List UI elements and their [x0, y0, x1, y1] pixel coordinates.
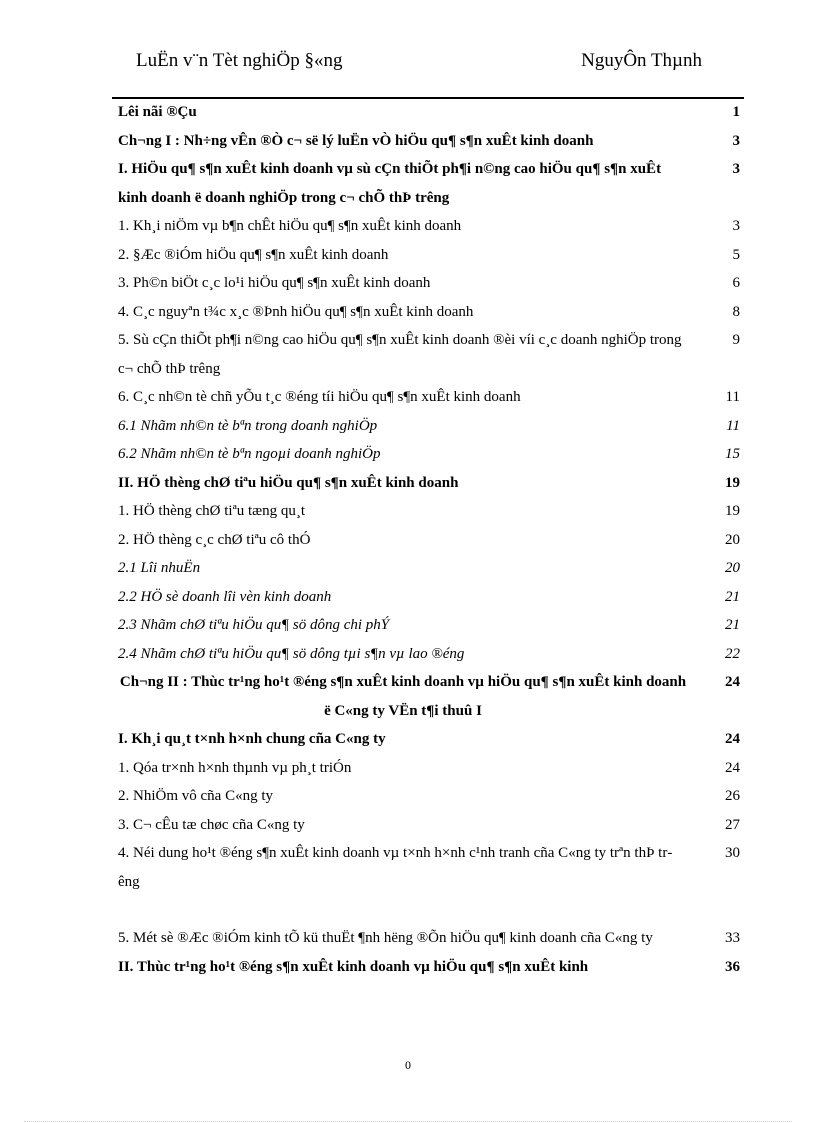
toc-entry	[118, 298, 740, 327]
header-thesis-title: LuËn v¨n Tèt nghiÖp §«ng	[136, 50, 343, 71]
toc-entry-title: 6. C¸c nh©n tè chñ yÕu t¸c ®éng tíi hiÖu qu¶ s¶n xuÊt kinh doanh	[118, 389, 521, 405]
toc-entry-title: 2.4 Nhãm chØ tiªu hiÖu qu¶ sö dông tµi s¶n vµ lao ®éng	[118, 645, 465, 662]
toc-entry	[118, 326, 740, 383]
toc-entry	[118, 583, 740, 612]
toc-entry	[118, 811, 740, 840]
toc-entry-title: 3. Ph©n biÖt c¸c lo¹i hiÖu qu¶ s¶n xuÊt kinh doanh	[118, 275, 431, 291]
toc-entry-title: 5. Sù cÇn thiÕt ph¶i n©ng cao hiÖu qu¶ s¶n xuÊt kinh doanh ®èi víi c¸c doanh nghiÖp trong c¬ chÕ thÞ trêng	[118, 332, 682, 377]
toc-entry-page: 3	[732, 218, 740, 234]
toc-entry	[118, 383, 740, 412]
table-of-contents	[118, 98, 740, 981]
toc-entry-page: 20	[725, 560, 740, 576]
toc-entry-page: 19	[725, 474, 740, 491]
toc-spacer	[118, 896, 740, 924]
toc-entry-page: 30	[725, 845, 740, 861]
toc-entry	[118, 98, 740, 127]
toc-entry-title: 2.2 HÖ sè doanh lîi vèn kinh doanh	[118, 588, 332, 605]
toc-entry-title: 5. Mét sè ®Æc ®iÓm kinh tÕ kü thuËt ¶nh hëng ®Õn hiÖu qu¶ kinh doanh cña C«ng ty	[118, 930, 653, 946]
toc-entry	[118, 241, 740, 270]
toc-entry-title: 2. NhiÖm vô cña C«ng ty	[118, 788, 273, 804]
toc-entry	[118, 924, 740, 953]
toc-entry	[118, 412, 740, 441]
toc-entry	[118, 269, 740, 298]
toc-entry	[118, 554, 740, 583]
toc-entry-page: 24	[725, 759, 740, 776]
toc-entry	[118, 440, 740, 469]
toc-entry	[118, 469, 740, 498]
toc-entry	[118, 611, 740, 640]
toc-entry	[118, 725, 740, 754]
page-bottom-divider	[24, 1121, 792, 1122]
toc-entry-title: 4. C¸c nguyªn t¾c x¸c ®Þnh hiÖu qu¶ s¶n xuÊt kinh doanh	[118, 303, 474, 320]
toc-entry	[118, 497, 740, 526]
toc-entry-title: 1. Qóa tr×nh h×nh thµnh vµ ph¸t triÓn	[118, 759, 352, 776]
toc-entry-page: 33	[725, 930, 740, 946]
toc-entry-page: 22	[725, 645, 740, 662]
toc-entry-page: 26	[725, 788, 740, 804]
toc-entry	[118, 839, 740, 896]
toc-entry-title: Lêi nãi ®Çu	[118, 104, 197, 120]
page-header	[136, 50, 708, 94]
toc-entry	[118, 953, 740, 982]
toc-entry-page: 19	[725, 503, 740, 519]
toc-entry-title: II. HÖ thèng chØ tiªu hiÖu qu¶ s¶n xuÊt kinh doanh	[118, 474, 459, 491]
toc-entry-page: 3	[732, 161, 740, 177]
toc-entry-title: II. Thùc tr¹ng ho¹t ®éng s¶n xuÊt kinh doanh vµ hiÖu qu¶ s¶n xuÊt kinh	[118, 958, 589, 975]
toc-entry-title: 6.1 Nhãm nh©n tè bªn trong doanh nghiÖp	[118, 417, 378, 434]
toc-entry-page: 11	[726, 417, 740, 434]
toc-entry	[118, 640, 740, 669]
toc-entry-page: 27	[725, 816, 740, 833]
toc-entry-title: 6.2 Nhãm nh©n tè bªn ngoµi doanh nghiÖp	[118, 446, 381, 462]
toc-entry-page: 1	[732, 104, 740, 120]
toc-entry-page: 24	[725, 731, 740, 747]
toc-entry-title: 1. Kh¸i niÖm vµ b¶n chÊt hiÖu qu¶ s¶n xuÊt kinh doanh	[118, 218, 462, 234]
toc-entry-page: 20	[725, 531, 740, 548]
toc-entry-title: 1. HÖ thèng chØ tiªu tæng qu¸t	[118, 503, 306, 519]
page-number: 0	[405, 1058, 411, 1072]
toc-entry-title: I. Kh¸i qu¸t t×nh h×nh chung cña C«ng ty	[118, 731, 386, 747]
toc-entry-title: Ch¬ng II : Thùc tr¹ng ho¹t ®éng s¶n xuÊt kinh doanh vµ hiÖu qu¶ s¶n xuÊt kinh doanh ë C«ng ty VËn t¶i thuû I	[119, 674, 687, 719]
toc-entry-title: 3. C¬ cÊu tæ chøc cña C«ng ty	[118, 816, 305, 833]
toc-entry	[118, 782, 740, 811]
toc-entry	[118, 212, 740, 241]
toc-entry-page: 5	[732, 246, 740, 263]
toc-entry-page: 36	[725, 958, 740, 975]
toc-entry-title: 2.1 Lîi nhuËn	[118, 560, 201, 576]
toc-entry-page: 24	[725, 674, 740, 690]
toc-entry-page: 15	[725, 446, 740, 462]
toc-entry-title: 2. HÖ thèng c¸c chØ tiªu cô thÓ	[118, 531, 311, 548]
toc-entry-page: 3	[732, 132, 740, 149]
header-author-name: NguyÔn Thµnh	[581, 50, 702, 71]
toc-entry	[118, 668, 740, 725]
toc-entry	[118, 155, 740, 212]
toc-entry-title: Ch¬ng I : Nh÷ng vÊn ®Ò c¬ së lý luËn vÒ hiÖu qu¶ s¶n xuÊt kinh doanh	[118, 132, 594, 149]
toc-entry	[118, 526, 740, 555]
toc-entry-page: 9	[732, 332, 740, 348]
toc-entry-page: 6	[732, 275, 740, 291]
toc-entry-title: 4. Néi dung ho¹t ®éng s¶n xuÊt kinh doanh vµ t×nh h×nh c¹nh tranh cña C«ng ty trªn thÞ trêng	[118, 845, 673, 890]
toc-entry-title: I. HiÖu qu¶ s¶n xuÊt kinh doanh vµ sù cÇn thiÕt ph¶i n©ng cao hiÖu qu¶ s¶n xuÊt kinh doanh ë doanh nghiÖp trong c¬ chÕ thÞ trêng	[118, 161, 662, 206]
toc-entry-page: 21	[725, 588, 740, 605]
toc-entry-page: 11	[725, 389, 740, 405]
toc-entry-page: 21	[725, 617, 740, 633]
toc-entry-page: 8	[732, 303, 740, 320]
toc-entry-title: 2. §Æc ®iÓm hiÖu qu¶ s¶n xuÊt kinh doanh	[118, 246, 389, 263]
toc-entry	[118, 127, 740, 156]
toc-entry	[118, 754, 740, 783]
toc-entry-title: 2.3 Nhãm chØ tiªu hiÖu qu¶ sö dông chi phÝ	[118, 617, 390, 633]
